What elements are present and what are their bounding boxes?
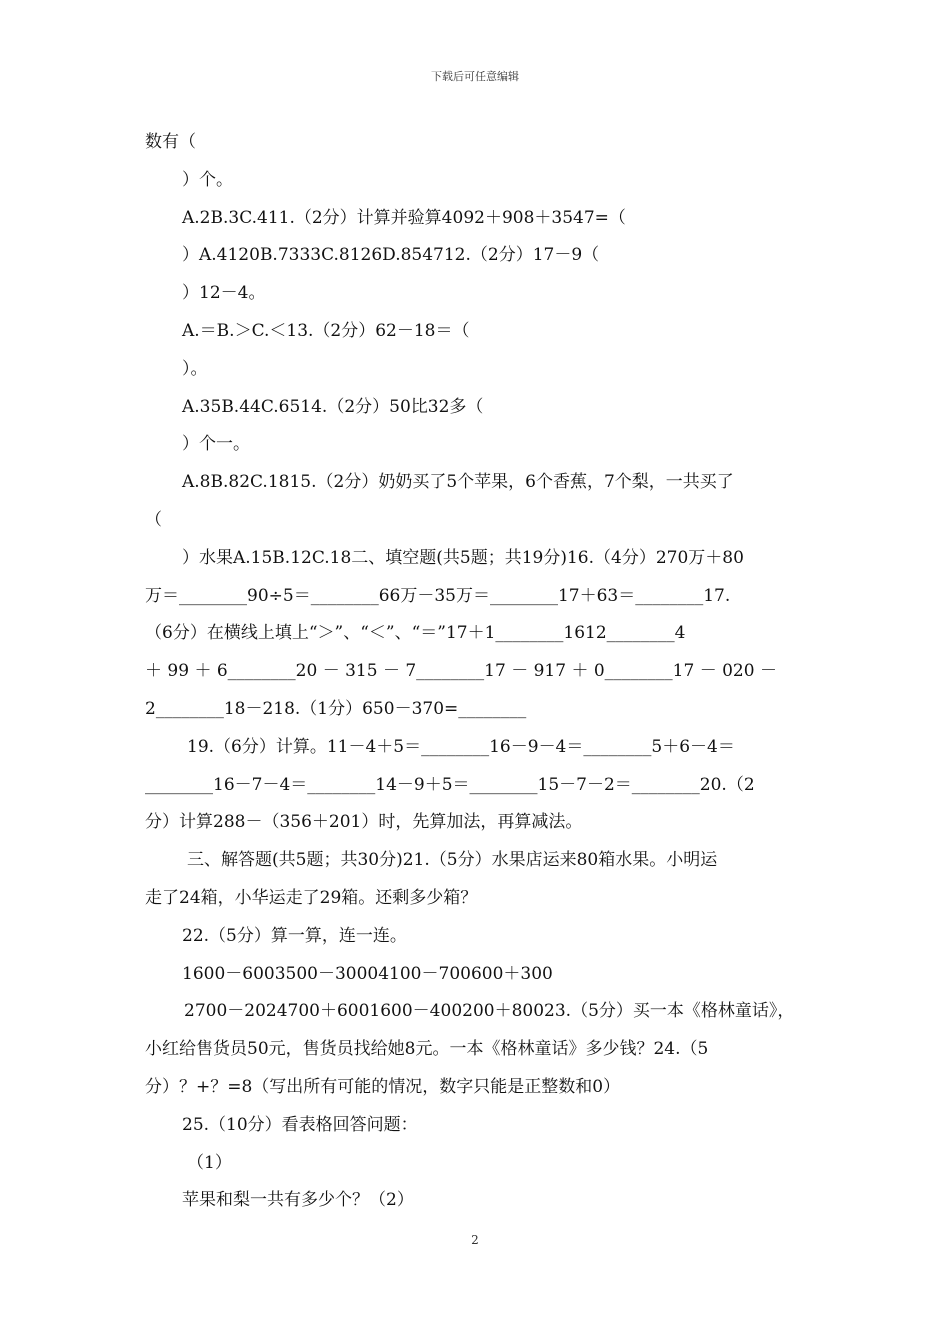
text-line: （6分）在横线上填上“＞”、“＜”、“＝”17＋1________1612________4	[145, 623, 686, 644]
text-line: 小红给售货员50元，售货员找给她8元。一本《格林童话》多少钱？24.（5	[145, 1039, 709, 1060]
text-line: ）。	[182, 358, 208, 379]
text-line: 走了24箱，小华运走了29箱。还剩多少箱？	[145, 887, 478, 908]
text-line: 25.（10分）看表格回答问题：	[182, 1114, 418, 1135]
text-line: ＋ 99 ＋ 6________20 － 315 － 7________17 － 917 ＋ 0________17 － 020 －	[145, 661, 777, 682]
text-line: A.＝B.＞C.＜13.（2分）62－18＝（	[182, 320, 470, 341]
text-line: A.2B.3C.411.（2分）计算并验算4092＋908＋3547=（	[182, 207, 626, 228]
text-line: 三、解答题(共5题；共30分)21.（5分）水果店运来80箱水果。小明运	[187, 850, 718, 871]
text-line: 1600－6003500－30004100－700600＋300	[182, 963, 553, 984]
page-number: 2	[471, 1233, 479, 1247]
text-line: 2700－2024700＋6001600－400200＋80023.（5分）买一本《格林童话》，	[184, 1001, 795, 1022]
text-line: （1）	[187, 1152, 232, 1173]
text-line: 19.（6分）计算。11－4＋5＝________16－9－4＝________5＋6－4＝	[187, 736, 735, 757]
text-line: ________16－7－4＝________14－9＋5＝________15－7－2＝________20.（2	[145, 774, 755, 795]
text-line: A.35B.44C.6514.（2分）50比32多（	[182, 396, 484, 417]
text-line: 分）计算288－（356＋201）时，先算加法，再算减法。	[145, 812, 583, 833]
text-line: 数有（	[145, 132, 196, 152]
text-line: （	[145, 509, 162, 530]
text-line: 22.（5分）算一算，连一连。	[182, 925, 407, 946]
text-line: 万＝________90÷5＝________66万－35万＝________17＋63＝________17.	[145, 585, 731, 606]
text-line: ）水果A.15B.12C.18二、填空题(共5题；共19分)16.（4分）270万＋80	[182, 547, 744, 568]
text-line: A.8B.82C.1815.（2分）奶奶买了5个苹果，6个香蕉，7个梨，一共买了	[182, 472, 734, 493]
text-line: 苹果和梨一共有多少个？（2）	[182, 1190, 414, 1211]
text-line: 分）？+？=8（写出所有可能的情况，数字只能是正整数和0）	[145, 1076, 621, 1097]
text-line: ）个一。	[182, 434, 250, 455]
text-line: 2________18－218.（1分）650－370=________	[145, 698, 527, 719]
text-line: ）12－4。	[182, 283, 266, 304]
document-body	[145, 124, 810, 1220]
page-header: 下载后可任意编辑	[431, 70, 519, 83]
text-line: ）A.4120B.7333C.8126D.854712.（2分）17－9（	[182, 245, 600, 266]
text-line: ）个。	[182, 169, 233, 190]
